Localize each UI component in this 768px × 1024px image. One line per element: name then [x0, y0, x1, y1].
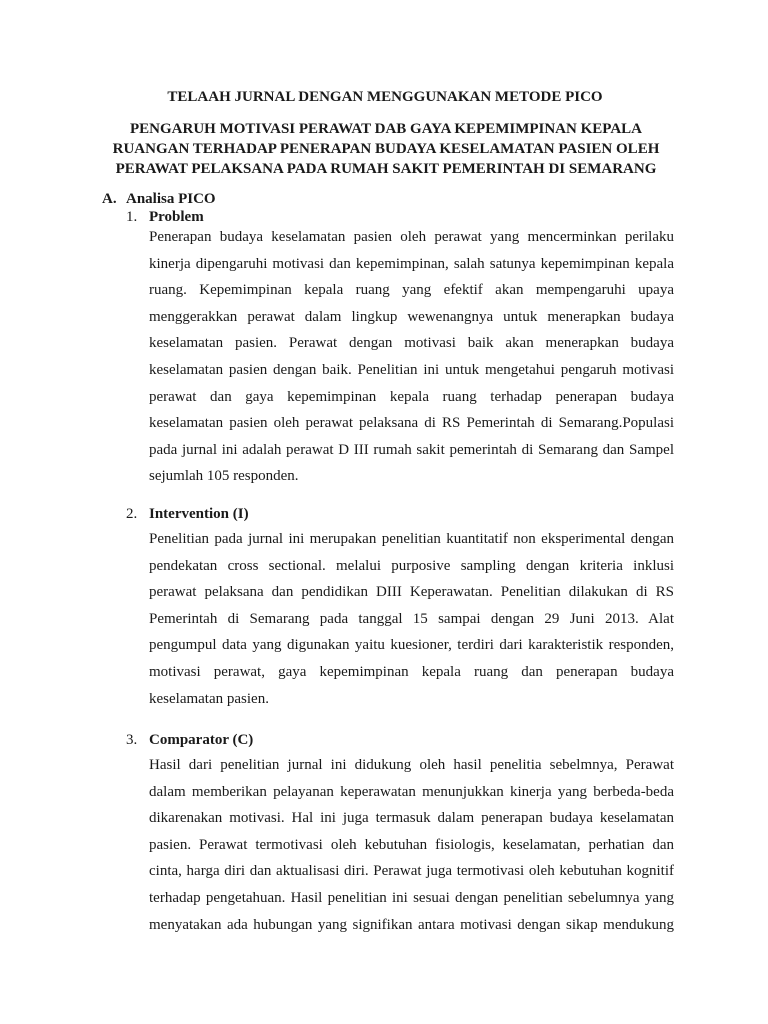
- journal-title: [88, 119, 684, 179]
- text-line: ruang. Kepemimpinan kepala ruang yang efektif akan mempengaruhi upaya: [149, 282, 674, 299]
- text-line: dalam memberikan pelayanan keperawatan menunjukkan kinerja yang berbeda-beda: [149, 783, 674, 800]
- text-line: keselamatan pasien dengan baik. Penelitian ini untuk mengetahui pengaruh motivasi: [149, 361, 674, 378]
- text-line: pendekatan cross sectional. melalui purposive sampling dengan kriteria inklusi: [149, 557, 674, 574]
- text-line: menggerakkan perawat dalam lingkup wewenangnya untuk menerapkan budaya: [149, 308, 674, 325]
- text-line: pasien. Perawat termotivasi oleh kebutuhan fisiologis, keselamatan, perhatian dan: [149, 836, 674, 853]
- text-line: keselamatan pasien oleh perawat pelaksana di RS Pemerintah di Semarang.Populasi: [149, 415, 674, 432]
- text-line: keselamatan pasien. Perawat dengan motivasi baik akan menerapkan budaya: [149, 335, 674, 352]
- text-line: pada jurnal ini adalah perawat D III rumah sakit pemerintah di Semarang dan Sampel: [149, 441, 674, 458]
- text-line: perawat pelaksana dan pendidikan DIII Keperawatan. Penelitian dilakukan di RS: [149, 584, 674, 601]
- text-line: Penelitian pada jurnal ini merupakan penelitian kuantitatif non eksperimental dengan: [149, 531, 674, 547]
- paragraph-comparator: [149, 752, 674, 938]
- item-label: Problem: [149, 209, 204, 225]
- paragraph-problem: [149, 224, 674, 490]
- item-label: Comparator (C): [149, 732, 254, 748]
- text-line: dikarenakan motivasi. Hal ini juga termasuk dalam penerapan budaya keselamatan: [149, 810, 674, 827]
- text-line: perawat dan gaya kepemimpinan kepala ruang terhadap penerapan budaya: [149, 388, 674, 405]
- item-number: 1.: [126, 209, 138, 225]
- paragraph-intervention: [149, 526, 674, 712]
- journal-title-line: PENGARUH MOTIVASI PERAWAT DAB GAYA KEPEMIMPINAN KEPALA: [129, 121, 642, 137]
- text-line: menyatakan ada hubungan yang signifikan antara motivasi dengan sikap mendukung: [149, 916, 674, 933]
- text-line: Hasil dari penelitian jurnal ini didukung oleh hasil penelitia sebelmnya, Perawat: [149, 757, 674, 773]
- item-heading-comparator: [126, 731, 253, 749]
- text-line: motivasi perawat, gaya kepemimpinan kepala ruang dan penerapan budaya: [149, 663, 674, 680]
- item-number: 2.: [126, 506, 138, 522]
- text-line: sejumlah 105 responden.: [149, 468, 299, 485]
- document-title: TELAAH JURNAL DENGAN MENGGUNAKAN METODE PICO: [167, 89, 603, 105]
- journal-title-line: RUANGAN TERHADAP PENERAPAN BUDAYA KESELAMATAN PASIEN OLEH: [112, 141, 660, 157]
- text-line: Penerapan budaya keselamatan pasien oleh perawat yang mencerminkan perilaku: [149, 229, 674, 245]
- journal-title-line: PERAWAT PELAKSANA PADA RUMAH SAKIT PEMERINTAH DI SEMARANG: [115, 161, 657, 177]
- section-marker: A.: [102, 191, 117, 207]
- item-label: Intervention (I): [149, 506, 249, 522]
- item-heading-intervention: [126, 505, 249, 523]
- text-line: keselamatan pasien.: [149, 690, 269, 707]
- text-line: terhadap pengetahuan. Hasil penelitian ini sesuai dengan penelitian sebelumnya yang: [149, 889, 674, 906]
- item-number: 3.: [126, 732, 138, 748]
- section-label: Analisa PICO: [126, 191, 216, 207]
- text-line: kinerja dipengaruhi motivasi dan kepemimpinan, salah satunya kepemimpinan kepala: [149, 255, 674, 272]
- text-line: Pemerintah di Semarang pada tanggal 15 sampai dengan 29 Juni 2013. Alat: [149, 610, 674, 627]
- text-line: pengumpul data yang digunakan yaitu kuesioner, terdiri dari karakteristik responden,: [149, 637, 674, 654]
- section-heading-analisa-pico: [102, 190, 216, 208]
- text-line: cinta, harga diri dan aktualisasi diri. Perawat juga termotivasi oleh kebutuhan kognitif: [149, 863, 674, 880]
